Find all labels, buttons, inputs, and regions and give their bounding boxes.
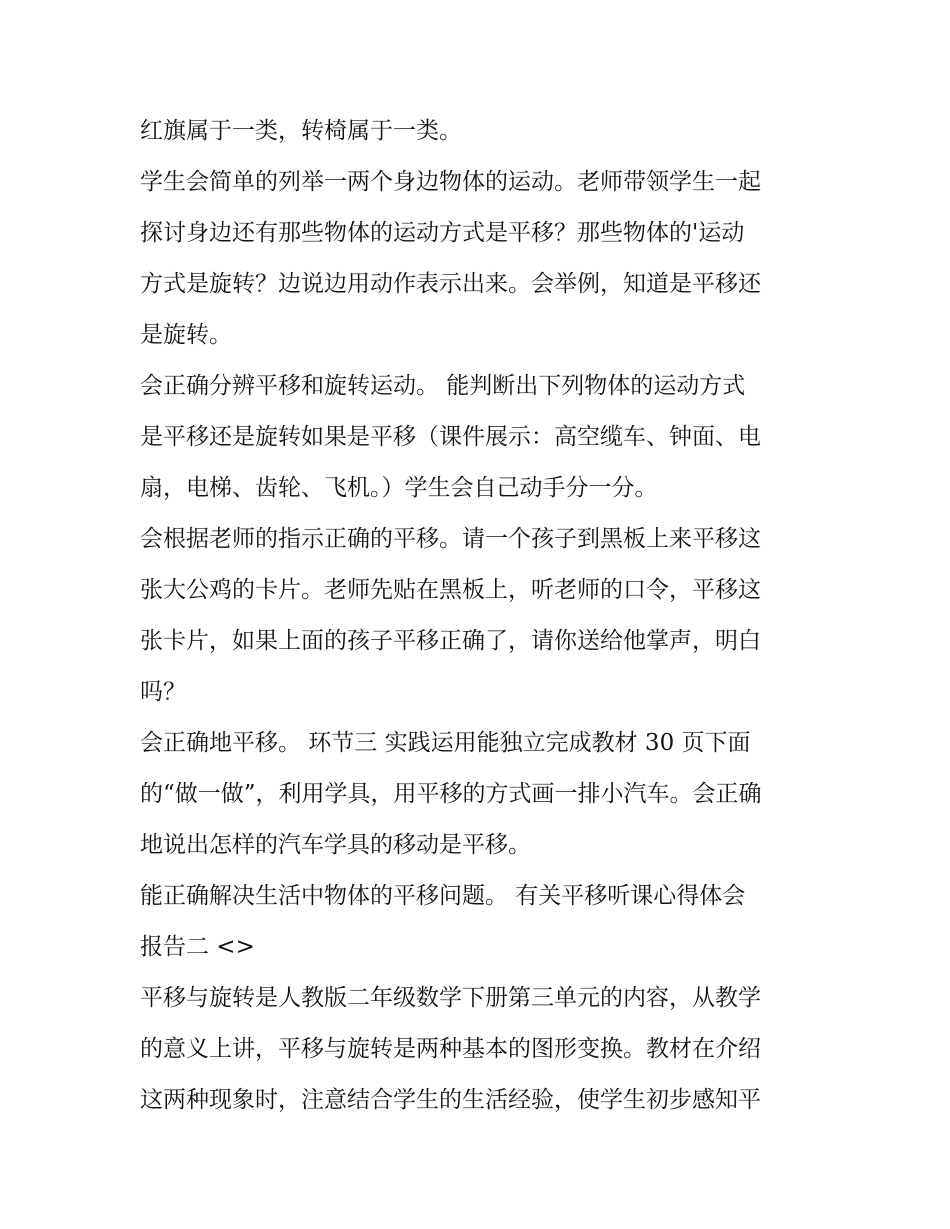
text-line: 是平移还是旋转如果是平移（课件展示：高空缆车、钟面、电 (140, 424, 761, 450)
text-line: 张卡片，如果上面的孩子平移正确了，请你送给他掌声，明白 (140, 628, 761, 654)
text-line: 红旗属于一类，转椅属于一类。 (140, 118, 462, 144)
text-line: 是旋转。 (140, 322, 232, 348)
text-line: 学生会简单的列举一两个身边物体的运动。老师带领学生一起 (140, 169, 761, 195)
text-line: 地说出怎样的汽车学具的移动是平移。 (140, 832, 531, 858)
text-line: 的“做一做”，利用学具，用平移的方式画一排小汽车。会正确 (140, 781, 762, 807)
text-line: 平移与旋转是人教版二年级数学下册第三单元的内容，从教学 (140, 985, 761, 1011)
text-line: 会根据老师的指示正确的平移。请一个孩子到黑板上来平移这 (140, 526, 761, 552)
text-line: 吗？ (140, 679, 186, 705)
text-line: 报告二 <> (140, 934, 255, 960)
text-line: 探讨身边还有那些物体的运动方式是平移？那些物体的'运动 (140, 220, 745, 246)
text-line: 会正确分辨平移和旋转运动。 能判断出下列物体的运动方式 (140, 373, 746, 399)
text-line: 张大公鸡的卡片。老师先贴在黑板上，听老师的口令，平移这 (140, 577, 761, 603)
text-line: 的意义上讲，平移与旋转是两种基本的图形变换。教材在介绍 (140, 1036, 761, 1062)
text-line: 扇，电梯、齿轮、飞机。）学生会自己动手分一分。 (140, 475, 658, 501)
text-line: 这两种现象时，注意结合学生的生活经验，使学生初步感知平 (140, 1087, 761, 1113)
text-line: 会正确地平移。 环节三 实践运用能独立完成教材 30 页下面 (140, 730, 751, 756)
text-line: 方式是旋转？边说边用动作表示出来。会举例，知道是平移还 (140, 271, 761, 297)
document-body (140, 108, 820, 1128)
text-line: 能正确解决生活中物体的平移问题。 有关平移听课心得体会 (140, 883, 746, 909)
